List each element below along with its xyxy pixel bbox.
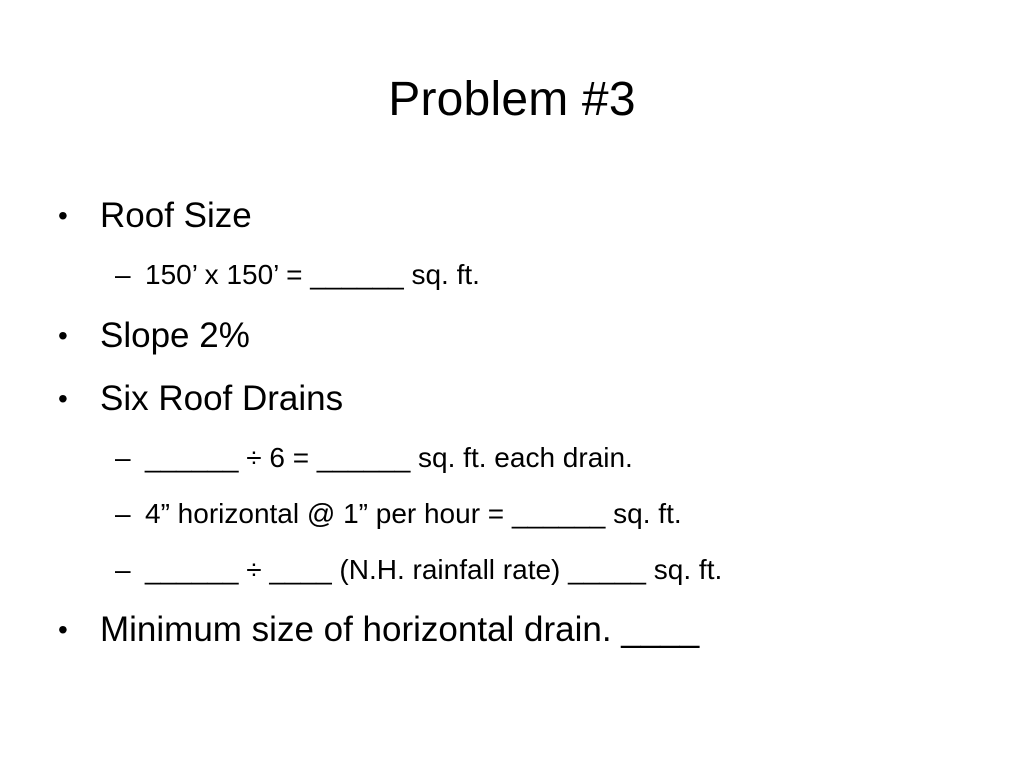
bullet-item-roof-drains bbox=[58, 377, 344, 421]
bullet-marker: • bbox=[58, 320, 68, 351]
bullet-text: Roof Size bbox=[100, 196, 252, 235]
bullet-text: Minimum size of horizontal drain. ____ bbox=[100, 610, 700, 649]
sub-bullet-marker: – bbox=[115, 442, 131, 473]
sub-bullet-marker: – bbox=[115, 498, 131, 529]
sub-bullet-horizontal-capacity bbox=[115, 496, 682, 532]
bullet-marker: • bbox=[58, 383, 68, 414]
bullet-item-roof-size bbox=[58, 194, 252, 238]
bullet-item-minimum-drain bbox=[58, 608, 700, 652]
sub-bullet-text: ______ ÷ 6 = ______ sq. ft. each drain. bbox=[145, 442, 633, 473]
sub-bullet-marker: – bbox=[115, 554, 131, 585]
bullet-item-slope bbox=[58, 314, 250, 358]
bullet-marker: • bbox=[58, 614, 68, 645]
sub-bullet-roof-area bbox=[115, 257, 480, 293]
slide-title: Problem #3 bbox=[388, 73, 636, 126]
bullet-text: Slope 2% bbox=[100, 316, 250, 355]
bullet-text: Six Roof Drains bbox=[100, 379, 344, 418]
bullet-marker: • bbox=[58, 200, 68, 231]
sub-bullet-area-per-drain bbox=[115, 440, 633, 476]
sub-bullet-rainfall-rate bbox=[115, 552, 723, 588]
sub-bullet-text: 4” horizontal @ 1” per hour = ______ sq. ft. bbox=[145, 498, 682, 529]
sub-bullet-marker: – bbox=[115, 259, 131, 290]
sub-bullet-text: ______ ÷ ____ (N.H. rainfall rate) _____ sq. ft. bbox=[145, 554, 723, 585]
sub-bullet-text: 150’ x 150’ = ______ sq. ft. bbox=[145, 259, 480, 290]
